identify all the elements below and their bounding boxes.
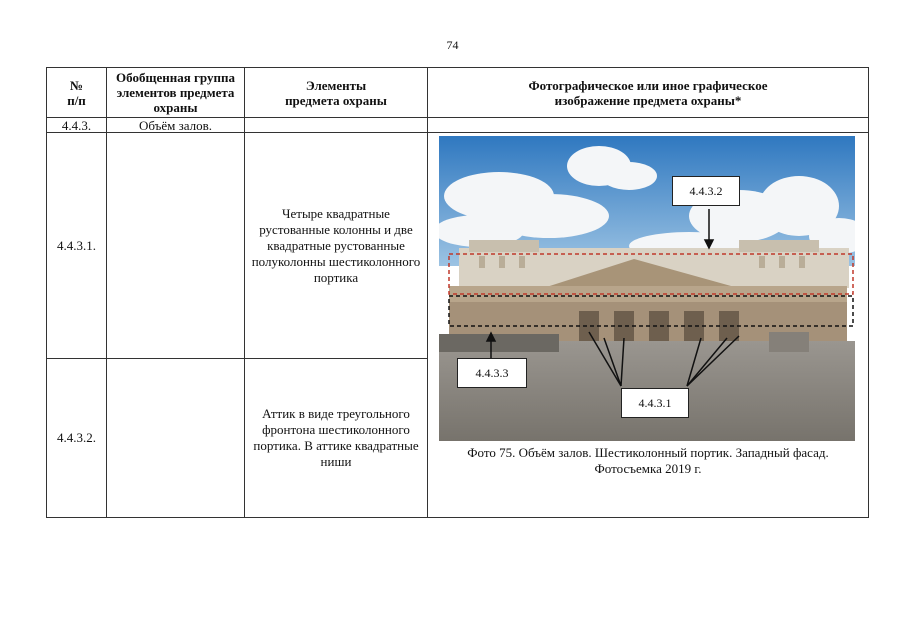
page-number: 74 [446, 38, 459, 52]
header-image [428, 68, 869, 118]
header-num [47, 68, 107, 118]
callout-4-4-3-2: 4.4.3.2 [672, 176, 740, 206]
group-row-empty-1 [245, 118, 428, 133]
row-elements-text: Аттик в виде треугольного фронтона шестиколонного портика. В аттике квадратные ниши [253, 406, 419, 469]
group-row-num: 4.4.3. [47, 118, 107, 133]
group-row-empty-2 [428, 118, 869, 133]
table-header-row [47, 68, 869, 118]
group-row-title: Объём залов. [107, 118, 245, 133]
photo-caption [428, 445, 868, 477]
header-image-text: Фотографическое или иное графическое изображение предмета охраны* [528, 77, 768, 108]
row-num: 4.4.3.2. [47, 359, 107, 518]
photo-cell [428, 133, 869, 518]
table-row [47, 133, 869, 359]
callout-4-4-3-1: 4.4.3.1 [621, 388, 689, 418]
header-elements-text: Элементы предмета охраны [285, 77, 387, 108]
row-elements [245, 133, 428, 359]
caption-line-1: Фото 75. Объём залов. Шестиколонный портик. Западный фасад. [467, 445, 829, 460]
callout-4-4-3-3: 4.4.3.3 [457, 358, 527, 388]
row-elements [245, 359, 428, 518]
row-group [107, 359, 245, 518]
row-elements-text: Четыре квадратные рустованные колонны и две квадратные рустованные полуколонны шестиколонного портика [251, 205, 421, 285]
row-group [107, 133, 245, 359]
caption-line-2: Фотосъемка 2019 г. [594, 461, 702, 476]
header-elements [245, 68, 428, 118]
group-row [47, 118, 869, 133]
header-group [107, 68, 245, 118]
protection-table [46, 67, 869, 518]
row-num: 4.4.3.1. [47, 133, 107, 359]
header-num-text: № п/п [67, 77, 86, 108]
header-group-text: Обобщенная группа элементов предмета охраны [116, 70, 235, 115]
facade-photo [439, 136, 855, 441]
